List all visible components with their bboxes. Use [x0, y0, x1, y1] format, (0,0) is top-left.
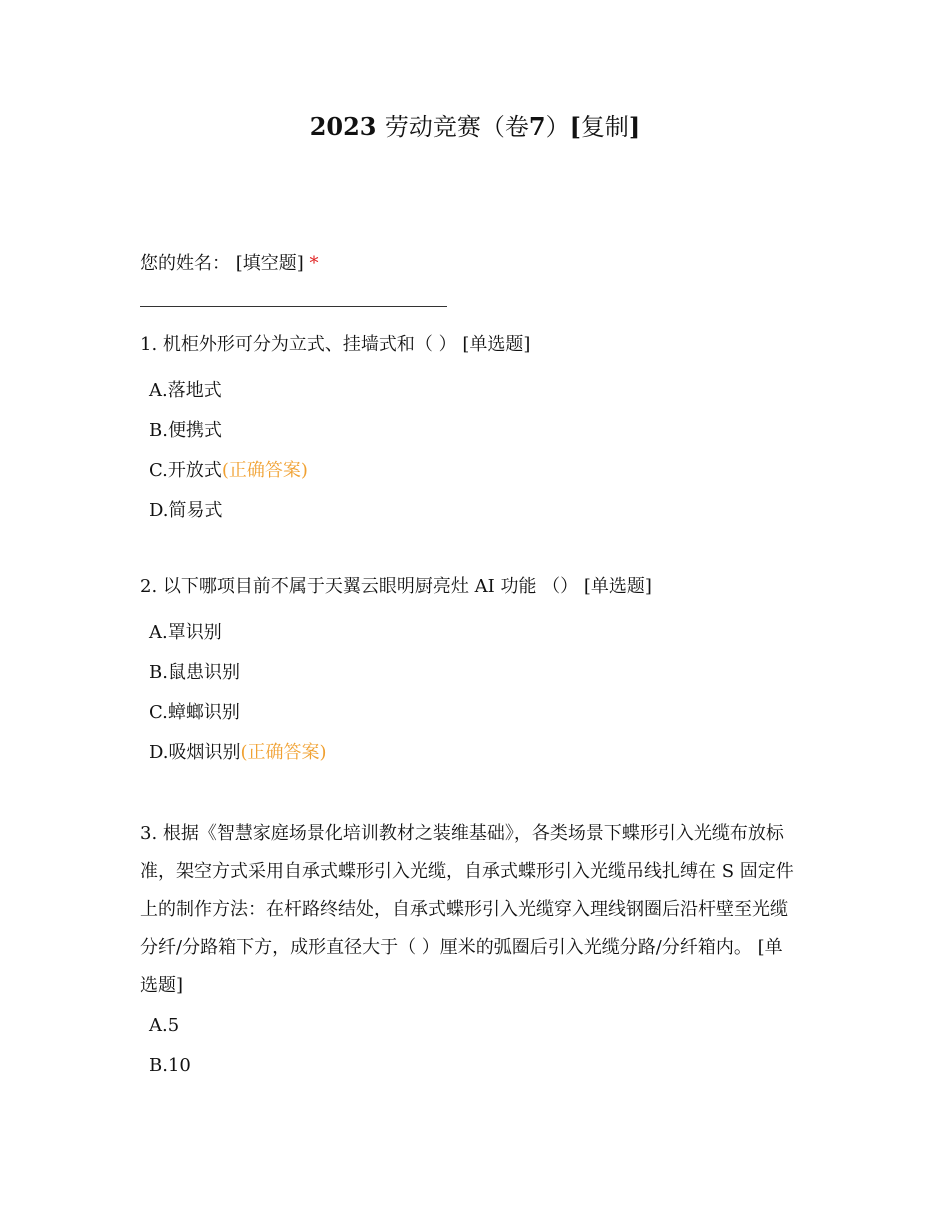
option-item[interactable]: [149, 498, 223, 524]
option-label: B.鼠患识别: [149, 662, 240, 683]
option-label: D.吸烟识别: [149, 742, 241, 763]
name-question: [140, 251, 319, 277]
title-close: ）: [545, 113, 570, 141]
title-copy-close: ]: [628, 112, 641, 141]
option-item[interactable]: [149, 1053, 191, 1079]
option-label: C.开放式: [149, 460, 222, 481]
option-item[interactable]: [149, 740, 327, 766]
option-item[interactable]: [149, 378, 222, 404]
title-copy-open: [: [569, 112, 581, 141]
question-text: 2. 以下哪项目前不属于天翼云眼明厨亮灶 AI 功能 （）: [140, 576, 579, 597]
title-vol: 7: [528, 112, 546, 141]
question-3: [140, 815, 815, 1005]
option-label: D.简易式: [149, 500, 223, 521]
correct-answer-tag: (正确答案): [221, 460, 308, 481]
option-label: C.蟑螂识别: [149, 702, 240, 723]
option-label: A.落地式: [149, 380, 222, 401]
question-2: [140, 574, 652, 600]
option-item[interactable]: [149, 1013, 179, 1039]
option-label: B.10: [149, 1055, 191, 1076]
option-item[interactable]: [149, 700, 240, 726]
title-year: 2023: [309, 112, 377, 141]
option-item[interactable]: [149, 418, 222, 444]
question-text-line: 准，架空方式采用自承式蝶形引入光缆，自承式蝶形引入光缆吊线扎缚在 S 固定件: [140, 861, 794, 882]
name-answer-blank[interactable]: [140, 306, 447, 307]
option-item[interactable]: [149, 660, 240, 686]
option-item[interactable]: [149, 620, 222, 646]
option-label: A.5: [149, 1015, 180, 1036]
question-text-line: 上的制作方法：在杆路终结处，自承式蝶形引入光缆穿入理线钢圈后沿杆壁至光缆: [140, 899, 788, 920]
question-1: [140, 332, 530, 358]
option-item[interactable]: [149, 458, 308, 484]
question-type: [单选题]: [462, 334, 531, 355]
title-name: 劳动竞赛（卷: [384, 113, 529, 141]
question-text-line: 分纤/分路箱下方，成形直径大于（ ）厘米的弧圈后引入光缆分路/分纤箱内。 [单: [140, 937, 783, 958]
title-copy: 复制: [580, 113, 629, 141]
question-text-line: 3. 根据《智慧家庭场景化培训教材之装维基础》，各类场景下蝶形引入光缆布放标: [140, 823, 784, 844]
question-text-line: 选题]: [140, 975, 184, 996]
name-question-type: [填空题]: [235, 253, 304, 274]
page-title: [0, 110, 950, 144]
required-marker: *: [309, 253, 319, 274]
name-question-label: 您的姓名：: [140, 253, 230, 274]
option-label: A.罩识别: [149, 622, 222, 643]
question-type: [单选题]: [583, 576, 652, 597]
option-label: B.便携式: [149, 420, 222, 441]
correct-answer-tag: (正确答案): [240, 742, 327, 763]
question-text: 1. 机柜外形可分为立式、挂墙式和（ ）: [140, 334, 457, 355]
